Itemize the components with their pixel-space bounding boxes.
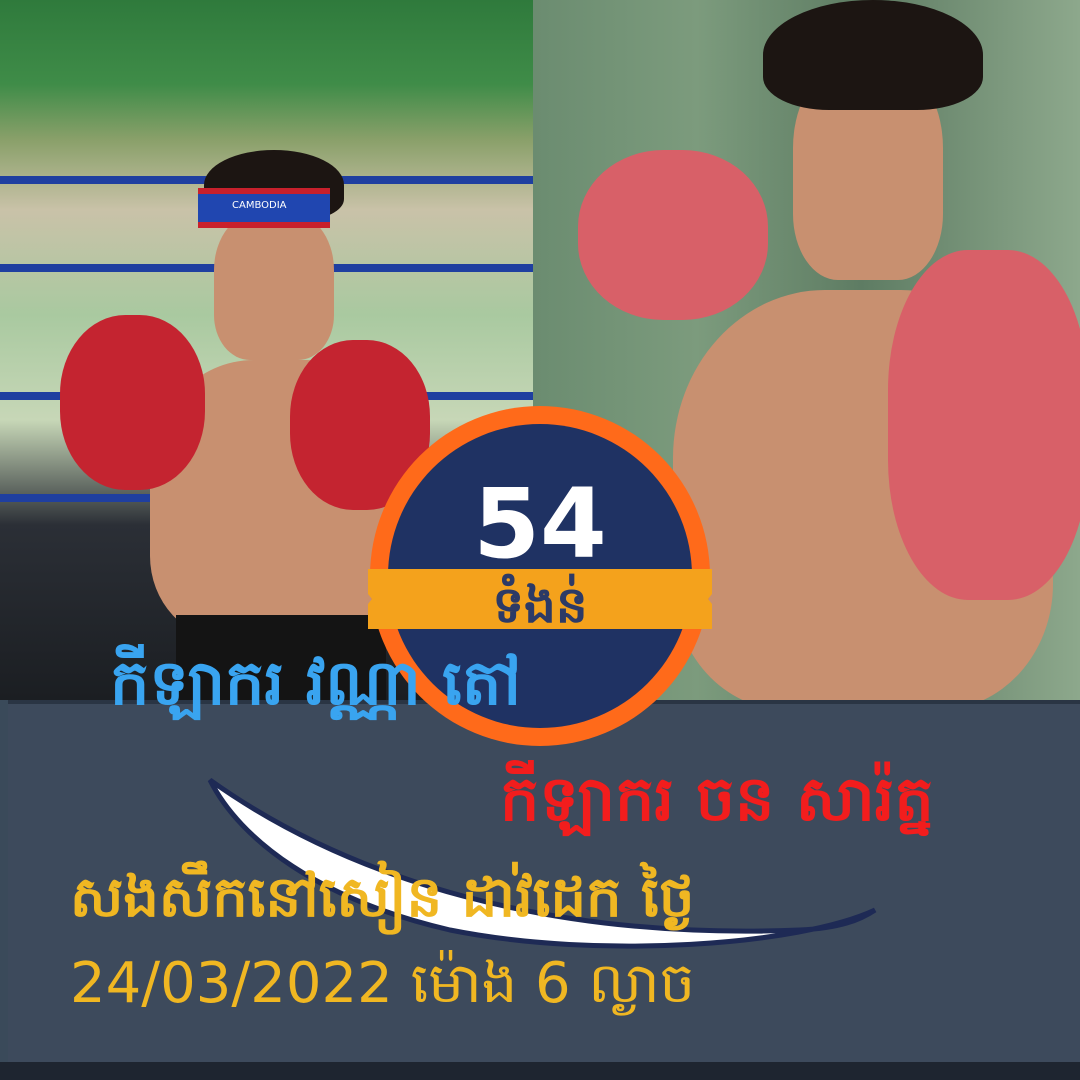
left-boxer-headband: [198, 188, 330, 228]
right-boxer-glove-right: [888, 250, 1080, 600]
headband-text: CAMBODIA: [232, 200, 287, 211]
fighter-red-name: កីឡាករ ចន សារ៉ត្ន: [500, 762, 934, 835]
fight-announcement: សងសឹកនៅសៀន ដាវ់ដេក ថ្ងៃ: [70, 865, 695, 930]
right-boxer-glove-left: [578, 150, 768, 320]
weight-label: ទំងន់: [492, 576, 588, 634]
right-boxer-hair: [763, 0, 983, 110]
panel-bottom-strip: [0, 1062, 1080, 1080]
fighter-blue-name: កីឡាករ វណ្ណា តៅ: [110, 646, 521, 719]
fight-date-time: 24/03/2022 ម៉ោង 6 ល្ងាច: [70, 951, 696, 1016]
left-boxer-glove-left: [60, 315, 205, 490]
left-boxer-head: [214, 210, 334, 360]
weight-number: 54: [473, 468, 607, 580]
